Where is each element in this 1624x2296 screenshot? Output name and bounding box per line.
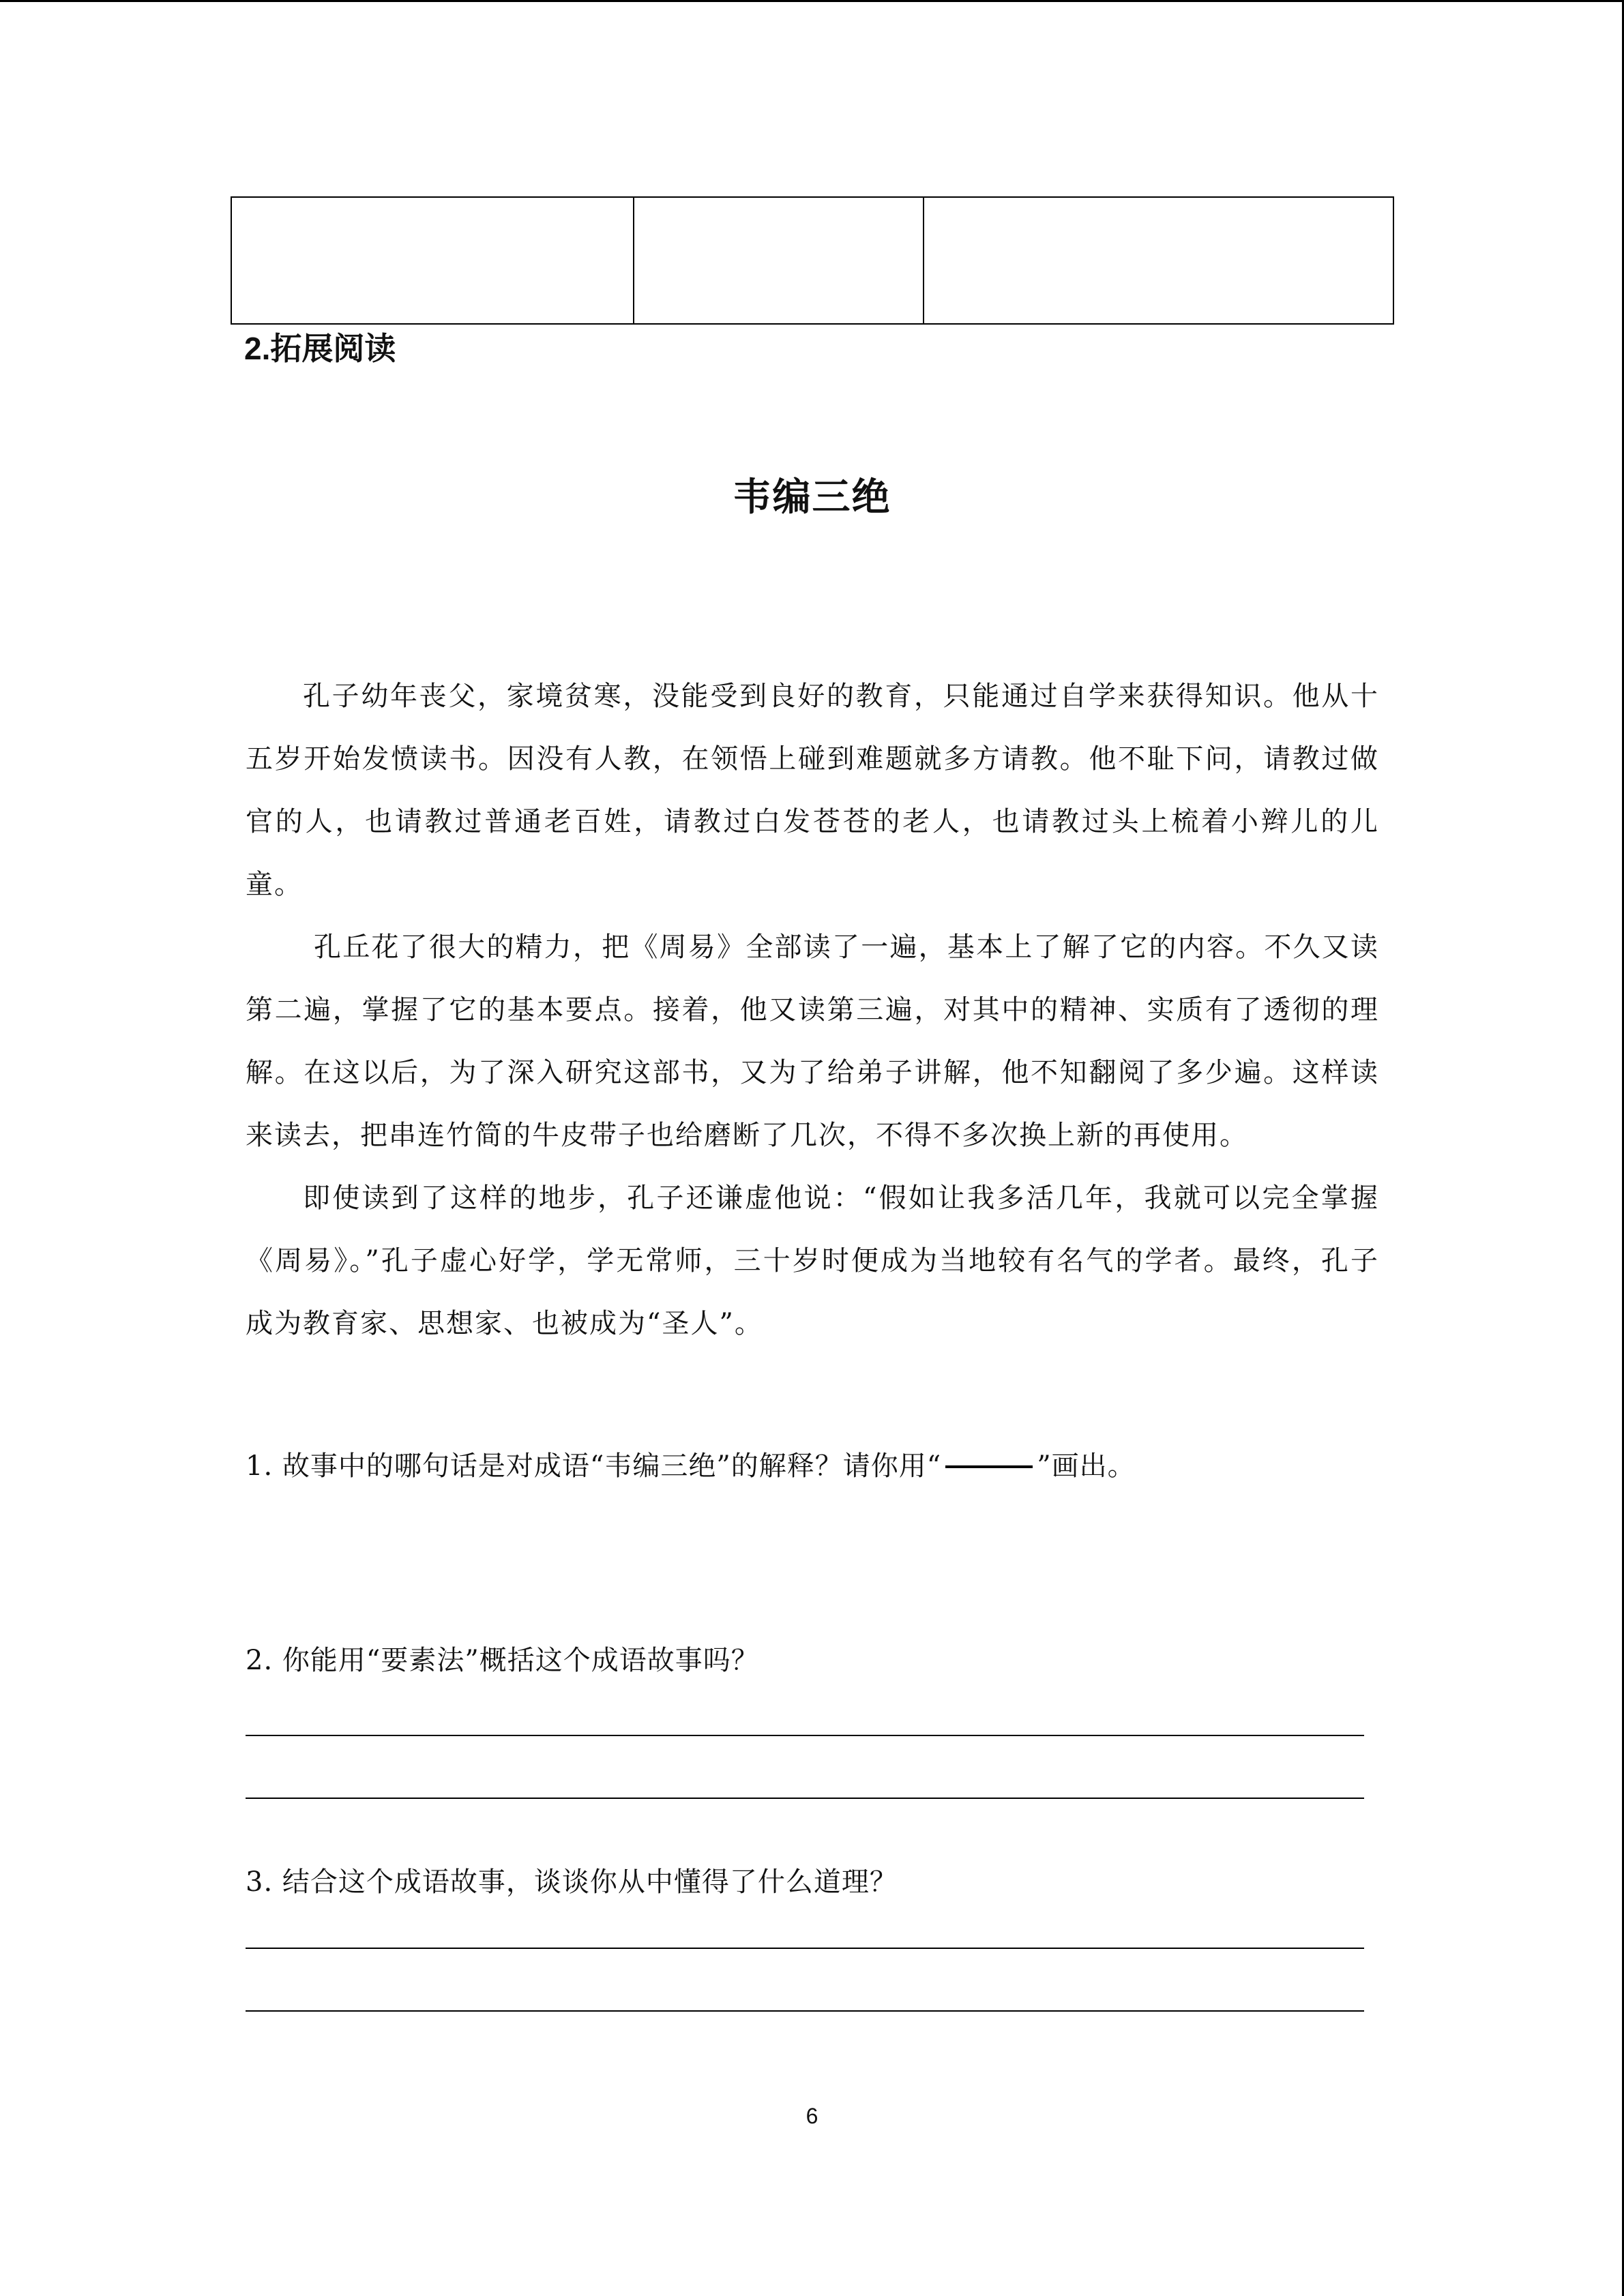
question-2: 2. 你能用“要素法”概括这个成语故事吗？ (246, 1645, 759, 1676)
question-3: 3. 结合这个成语故事，谈谈你从中懂得了什么道理？ (246, 1866, 898, 1898)
page-number: 6 (806, 2104, 818, 2128)
story-title: 韦编三绝 (733, 475, 891, 520)
question-1-text-end: ”画出。 (1037, 1450, 1136, 1482)
question-1-text: 1. 故事中的哪句话是对成语“韦编三绝”的解释？请你用“ (246, 1450, 942, 1482)
paragraph: 孔子幼年丧父，家境贫寒，没能受到良好的教育，只能通过自学来获得知识。他从十五岁开始发愤读书。因没有人教，在领悟上碰到难题就多方请教。他不耻下问，请教过做官的人，也请教过普通老百姓，请教过白发苍苍的老人，也请教过头上梳着小辫儿的儿童。 (246, 681, 1379, 900)
section-heading: 2.拓展阅读 (244, 331, 396, 366)
question-1 (246, 1446, 1136, 1487)
story-passage (246, 665, 1379, 1355)
underline-symbol (945, 1465, 1033, 1468)
paragraph: 孔丘花了很大的精力，把《周易》全部读了一遍，基本上了解了它的内容。不久又读第二遍，掌握了它的基本要点。接着，他又读第三遍，对其中的精神、实质有了透彻的理解。在这以后，为了深入研究这部书，又为了给弟子讲解，他不知翻阅了多少遍。这样读来读去，把串连竹简的牛皮带子也给磨断了几次，不得不多次换上新的再使用。 (246, 931, 1379, 1151)
answer-line[interactable] (246, 1948, 1364, 1949)
table-row (231, 197, 1393, 324)
page-border-top (0, 0, 1624, 2)
answer-line[interactable] (246, 1798, 1364, 1799)
paragraph: 即使读到了这样的地步，孔子还谦虚他说：“假如让我多活几年，我就可以完全掌握《周易》。”孔子虚心好学，学无常师，三十岁时便成为当地较有名气的学者。最终，孔子成为教育家、思想家、也被成为“圣人”。 (246, 1182, 1379, 1339)
table-cell[interactable] (231, 197, 634, 324)
answer-table (231, 196, 1394, 325)
answer-line[interactable] (246, 2010, 1364, 2012)
answer-line[interactable] (246, 1735, 1364, 1736)
table-cell[interactable] (634, 197, 924, 324)
table-cell[interactable] (924, 197, 1393, 324)
